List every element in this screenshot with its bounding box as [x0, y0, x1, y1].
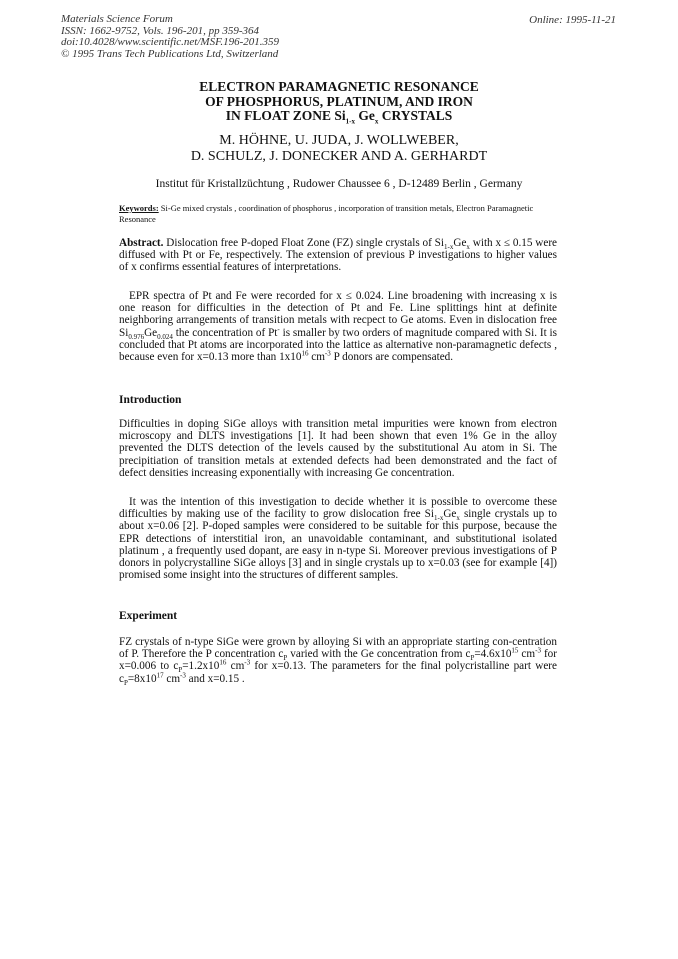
epr-paragraph: EPR spectra of Pt and Fe were recorded for x ≤ 0.024. Line broadening with increasing x is one reason for difficulties in the detection of Pt and Fe. Line splittings hint at definite neighboring arrangements of transition metals with recpect to Ge atoms. Even in dislocation free $Si_{0.976}Ge_{0.024}$ the concentration of Pt- is smaller by two orders of magnitude compared with Si. It is concluded that Pt atoms are incorporated into the lattice as alternative non-paramagnetic defects , because even for x=0.13 more than $1x10^{16}$ $cm^{-3}$ P donors are compensated. [119, 290, 558, 364]
copyright-line: © 1995 Trans Tech Publications Ltd, Switzerland [61, 47, 279, 60]
introduction-heading: Introduction [119, 394, 182, 406]
keywords-text: Si-Ge mixed crystals , coordination of phosphorus , incorporation of transition metals, Electron Paramagnetic Resonance [119, 203, 534, 224]
abstract-label: Abstract. [119, 237, 164, 249]
journal-name: Materials Science Forum [61, 13, 173, 25]
affiliation: Institut für Kristallzüchtung , Rudower Chaussee 6 , D-12489 Berlin , Germany [155, 178, 523, 190]
doi-line: doi:10.4028/www.scientific.net/MSF.196-201.359 [61, 36, 280, 48]
introduction-paragraph-1: Difficulties in doping SiGe alloys with transition metal impurities were known from electron microscopy and DLTS investigations [1]. It had been shown that even 1% Ge in the alloy prevented the DLTS detection of the levels caused by the substitutional Au atom in Si. The precipitiation of transition metals at extended defects had been demonstrated and the fact of defect densities increasing exponentially with increasing Ge concentration. [119, 418, 557, 479]
citation-block [61, 14, 279, 60]
paper-title [0, 80, 678, 124]
experiment-paragraph: FZ crystals of n-type SiGe were grown by alloying Si with an appropriate starting con-centration of P. Therefore the P concentration $c_P$ varied with the Ge concentration from $c_P=4.6x10^{15}$ $cm^{-3}$ for x=0.006 to $c_P=1.2x10^{16}$ $cm^{-3}$ for x=0.13. The parameters for the final polycristalline part were $c_P=8x10^{17}$ $cm^{-3}$ and x=0.15 . [119, 636, 558, 687]
online-date: Online: 1995-11-21 [529, 14, 616, 26]
title-line-3: IN FLOAT ZONE $Si_{1-x}$ $Ge_x$ CRYSTALS [225, 108, 453, 126]
authors-line-1: M. HÖHNE, U. JUDA, J. WOLLWEBER, [219, 133, 459, 148]
title-line-1: ELECTRON PARAMAGNETIC RESONANCE [199, 79, 479, 94]
title-line-2: OF PHOSPHORUS, PLATINUM, AND IRON [205, 93, 473, 109]
experiment-heading: Experiment [119, 610, 178, 622]
abstract-paragraph: Abstract. Dislocation free P-doped Float Zone (FZ) single crystals of $Si_{1-x}Ge_x$ with x ≤ 0.15 were diffused with Pt or Fe, respectively. The extension of previous P investigations to higher values of x confirms essential features of interpretations. [119, 237, 558, 274]
authors-line-2: D. SCHULZ, J. DONECKER AND A. GERHARDT [190, 149, 488, 164]
introduction-paragraph-2: It was the intention of this investigation to decide whether it is possible to overcome these difficulties by making use of the facility to grow dislocation free $Si_{1-x}Ge_x$ single crystals up to about x=0.06 [2]. P-doped samples were considered to be suitable for this purpose, because the EPR detections of interstitial iron, an unavoidable contaminant, and substitutional isolated platinum , a frequently used dopant, are easy in n-type Si. Moreover previous investigations of P donors in polycrystalline SiGe alloys [3] and in single crystals up to x=0.03 (see for example [4]) promised some insight into the structures of different samples. [119, 496, 557, 582]
keywords-label: Keywords: [119, 203, 159, 213]
keywords [119, 203, 557, 225]
author-list [0, 133, 678, 165]
issn-line: ISSN: 1662-9752, Vols. 196-201, pp 359-364 [61, 24, 259, 37]
